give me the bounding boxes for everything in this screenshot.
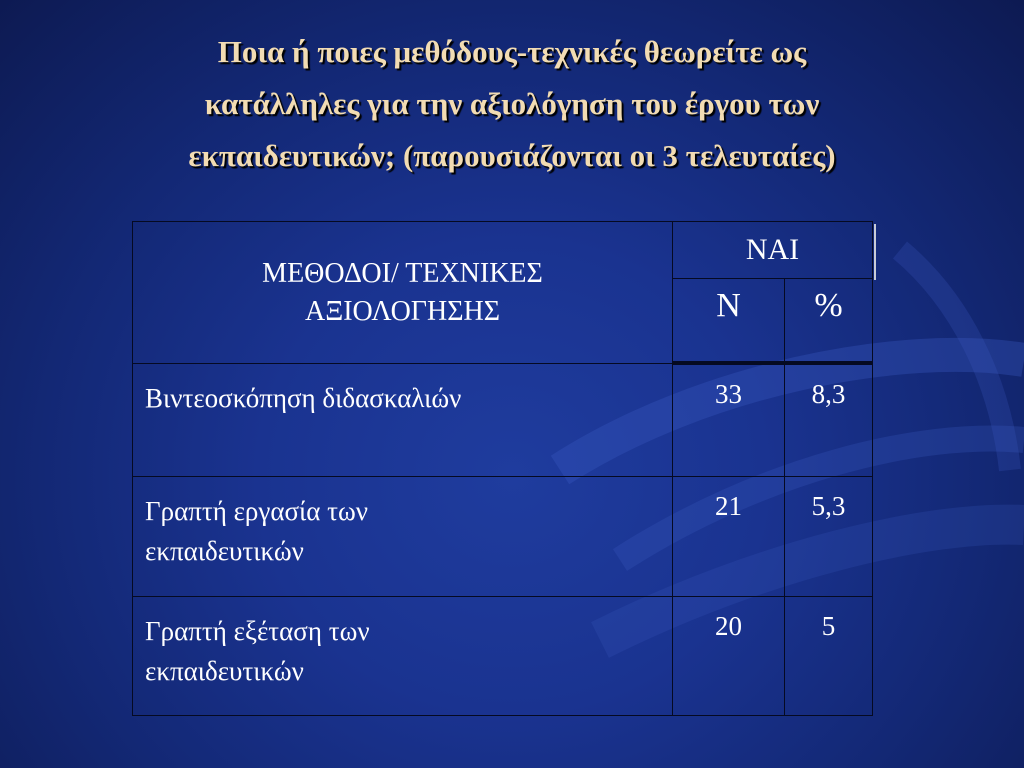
method-cell: Γραπτή εργασία των εκπαιδευτικών <box>133 477 673 597</box>
method-cell: Γραπτή εξέταση των εκπαιδευτικών <box>133 597 673 716</box>
n-cell: 33 <box>673 363 785 477</box>
percent-column-header: % <box>785 279 873 364</box>
table-row <box>133 363 873 477</box>
n-cell: 20 <box>673 597 785 716</box>
methods-table <box>132 221 873 716</box>
title-line-1: Ποια ή ποιες μεθόδους-τεχνικές θεωρείτε ως <box>217 34 807 69</box>
slide-title <box>60 26 964 182</box>
title-line-3: εκπαιδευτικών; (παρουσιάζονται οι 3 τελευταίες) <box>188 138 836 173</box>
title-line-2: κατάλληλες για την αξιολόγηση του έργου των <box>204 86 820 121</box>
method-cell: Βιντεοσκόπηση διδασκαλιών <box>133 363 673 477</box>
header-edge-line <box>874 224 876 280</box>
n-cell: 21 <box>673 477 785 597</box>
table-header-row <box>133 222 873 279</box>
method-header-line-2: ΑΞΙΟΛΟΓΗΣΗΣ <box>304 296 501 328</box>
method-header-line-1: ΜΕΘΟΔΟΙ/ ΤΕΧΝΙΚΕΣ <box>262 258 543 290</box>
yes-group-header: ΝΑΙ <box>673 222 873 279</box>
method-column-header <box>133 222 673 364</box>
percent-cell: 5 <box>785 597 873 716</box>
n-column-header: Ν <box>673 279 785 364</box>
percent-cell: 5,3 <box>785 477 873 597</box>
percent-cell: 8,3 <box>785 363 873 477</box>
table-row <box>133 597 873 716</box>
table-row <box>133 477 873 597</box>
